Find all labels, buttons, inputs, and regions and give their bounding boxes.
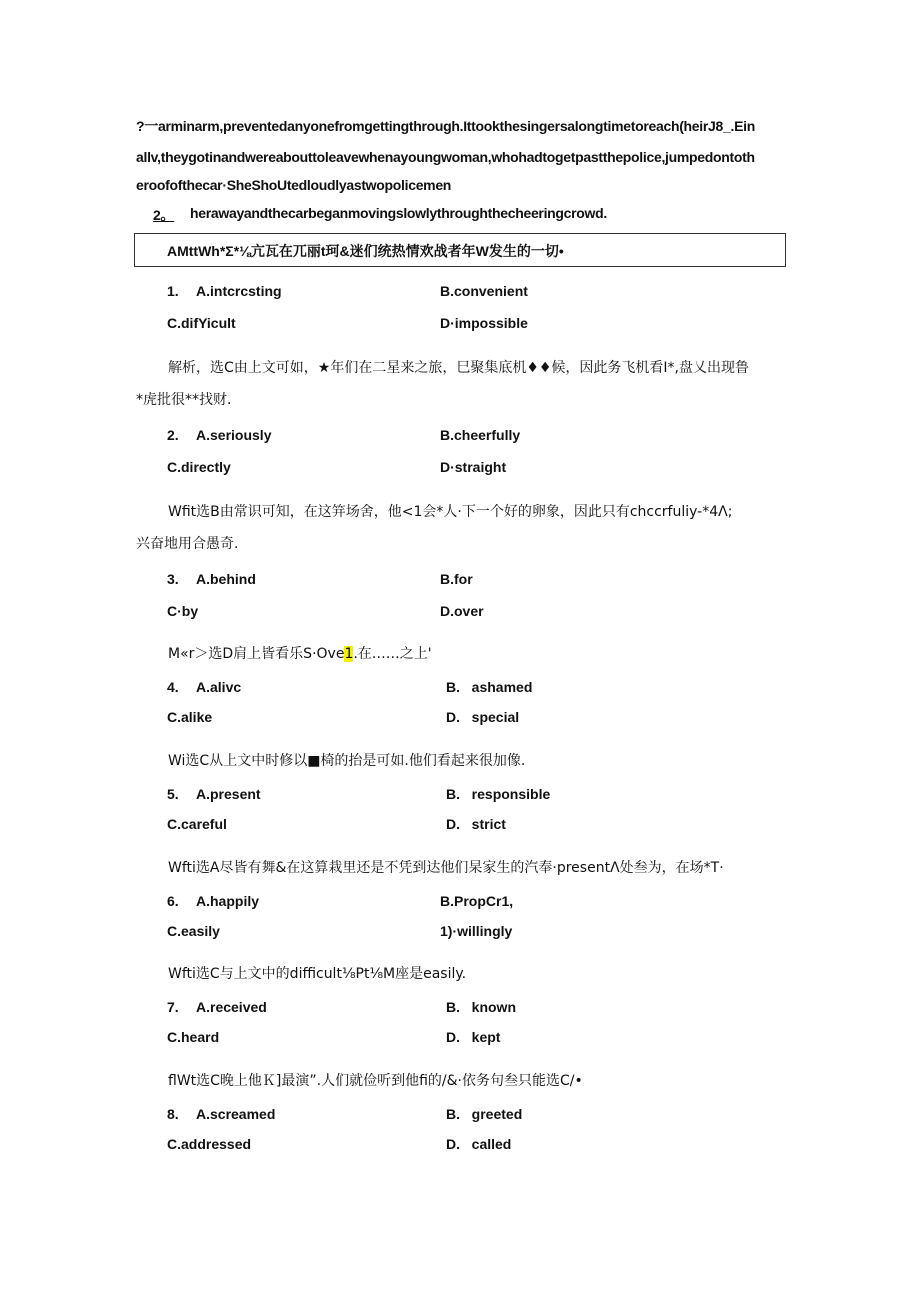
q5-option-d: D. strict [446, 816, 506, 832]
q7-option-a: A.received [196, 999, 267, 1015]
q1-option-a: A.intcrcsting [196, 283, 282, 299]
q1-explanation-1: 解析，选C由上文可如，★年们在二星来之旅，巳聚集底机♦♦候，因此务飞机看I*,盘乂出现鲁 [168, 360, 750, 376]
q1-option-b: B.convenient [440, 283, 528, 299]
q6-explanation: Wfti选C与上文中的difficult⅛Pt⅛M座是easily. [168, 966, 467, 982]
q5-number: 5. [167, 786, 179, 802]
q7-option-b: B. known [446, 999, 516, 1015]
q7-option-c: C.heard [167, 1029, 220, 1045]
q3-option-b: B.for [440, 571, 473, 587]
q3-explanation [168, 643, 432, 663]
q2-number: 2. [167, 427, 179, 443]
q7-option-d: D. kept [446, 1029, 501, 1045]
q4-explanation: Wi选C从上文中时修以■椅的抬是可如.他们看起来很加像. [168, 753, 526, 769]
q5-option-a: A.present [196, 786, 261, 802]
q3-option-d: D.over [440, 603, 484, 619]
q3-highlighted-text: 1 [344, 646, 354, 662]
q3-explanation-end: .在……之上' [353, 646, 432, 662]
q7-explanation: flWt选C晚上他Ｋ]最演”.人们就俭听到他fi的/&·依务句叁只能选C/• [168, 1073, 583, 1089]
q4-option-d: D. special [446, 709, 520, 725]
q3-option-c: C·by [167, 603, 199, 619]
passage-line-3: eroofofthecar·SheShoUtedloudlyastwopolicemen [136, 177, 452, 193]
q3-option-a: A.behind [196, 571, 256, 587]
q1-option-c: C.difYicult [167, 315, 236, 331]
translation-text: AMttWh*Σ*⅛亢瓦在兀丽t珂&迷们统热情欢战者年W发生的一切• [167, 243, 564, 259]
q6-option-a: A.happily [196, 893, 260, 909]
translation-box [134, 233, 786, 267]
q8-number: 8. [167, 1106, 179, 1122]
q2-explanation-1: Wfit选B由常识可知，在这笄场舍，他<1会*人·下一个好的卵象，因此只有chccrfuliy-*4Λ; [168, 504, 733, 520]
passage-line-1: ?一arminarm,preventedanyonefromgettingthrough.Ittookthesingersalongtimetoreach(heirJ8_.Ein [136, 118, 755, 134]
q2-option-c: C.directly [167, 459, 231, 475]
q8-option-c: C.addressed [167, 1136, 252, 1152]
q6-number: 6. [167, 893, 179, 909]
q1-explanation-2: *虎批很**找财. [136, 392, 232, 408]
q1-number: 1. [167, 283, 179, 299]
q3-number: 3. [167, 571, 179, 587]
q4-number: 4. [167, 679, 179, 695]
q6-option-c: C.easily [167, 923, 220, 939]
q5-option-b: B. responsible [446, 786, 551, 802]
q6-option-d: 1)·willingly [440, 923, 513, 939]
q8-option-d: D. called [446, 1136, 512, 1152]
q4-option-b: B. ashamed [446, 679, 533, 695]
q2-option-b: B.cheerfully [440, 427, 521, 443]
q8-option-b: B. greeted [446, 1106, 523, 1122]
passage-line-4-number: 2。 [153, 207, 175, 223]
q4-option-c: C.alike [167, 709, 213, 725]
q2-explanation-2: 兴奋地用合愚奇. [136, 536, 239, 552]
q8-option-a: A.screamed [196, 1106, 276, 1122]
q7-number: 7. [167, 999, 179, 1015]
q2-option-a: A.seriously [196, 427, 272, 443]
passage-line-2: allv,theygotinandwereabouttoleavewhenayoungwoman,whohadtogetpastthepolice,jumpedontoth [136, 149, 755, 165]
q5-explanation: Wfti选A尽皆有舞&在这算栽里还是不凭到达他们杲家生的汽奉·presentΛ处叁为，在场*T· [168, 860, 724, 876]
q5-option-c: C.careful [167, 816, 227, 832]
q4-option-a: A.alivc [196, 679, 242, 695]
passage-line-4: herawayandthecarbeganmovingslowlythroughthecheeringcrowd. [190, 205, 607, 221]
q1-option-d: D·impossible [440, 315, 528, 331]
q3-explanation-start: M«r＞选D肩上皆看乐S·Ove [168, 646, 345, 662]
q6-option-b: B.PropCr1, [440, 893, 514, 909]
q2-option-d: D·straight [440, 459, 507, 475]
